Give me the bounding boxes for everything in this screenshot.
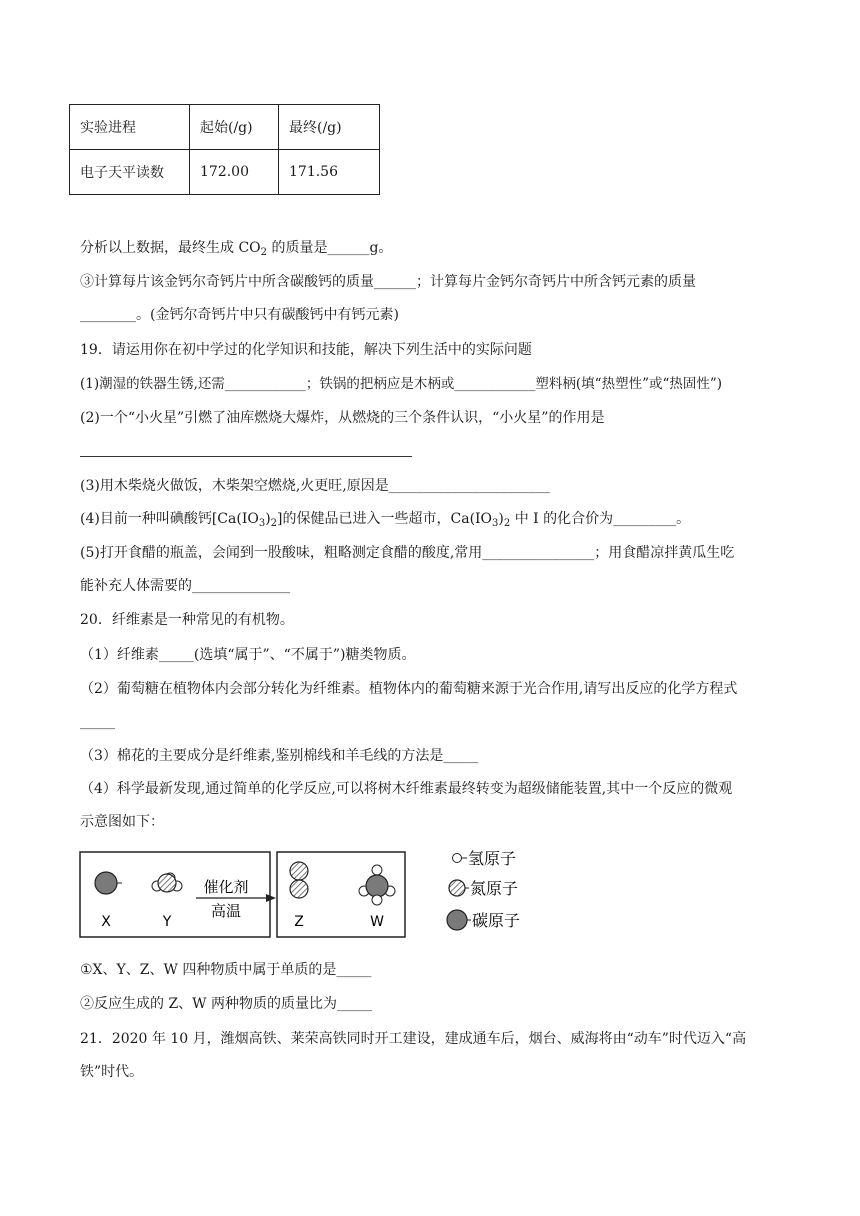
hydrogen-legend-icon	[453, 854, 462, 863]
question-19-part-5: (5)打开食醋的瓶盖，会闻到一股酸味，粗略测定食醋的酸度,常用________________；用食醋凉拌黄瓜生吃	[80, 545, 735, 561]
molecule-z	[290, 862, 308, 898]
question-19-title: 19．请运用你在初中学过的化学知识和技能，解决下列生活中的实际问题	[80, 342, 532, 358]
subscript: 2	[260, 247, 268, 258]
analysis-line	[80, 238, 392, 258]
label-w: W	[370, 914, 384, 930]
table-cell: 171.56	[279, 150, 380, 195]
question-20-part-4-cont: 示意图如下：	[80, 814, 164, 830]
carbon-legend-icon	[447, 910, 467, 930]
subscript: 3	[258, 518, 266, 529]
reaction-diagram	[70, 842, 540, 947]
subscript: 2	[270, 518, 278, 529]
table-header-cell: 起始(/g)	[190, 105, 279, 150]
arrow-top-label: 催化剂	[203, 878, 249, 896]
legend-hydrogen: 氢原子	[468, 849, 517, 868]
nitrogen-legend-icon	[449, 880, 465, 896]
question-20-title: 20．纤维素是一种常见的有机物。	[80, 612, 294, 628]
subscript: 3	[492, 518, 499, 529]
molecule-w	[359, 865, 395, 905]
text-span: )	[265, 511, 271, 527]
table-cell: 电子天平读数	[70, 150, 190, 195]
table-header-cell: 最终(/g)	[279, 105, 380, 150]
arrow-bottom-label: 高温	[210, 902, 242, 920]
text-span: 中 I 的化合价为_________。	[510, 511, 691, 527]
question-19-part-4	[80, 509, 690, 529]
text-span: 分析以上数据，最终生成 CO	[80, 240, 261, 256]
question-19-part-5-cont: 能补充人体需要的______________	[80, 578, 290, 594]
question-line: ________。(金钙尔奇钙片中只有碳酸钙中有钙元素)	[80, 307, 399, 323]
table-header-cell: 实验进程	[70, 105, 190, 150]
legend-carbon: 碳原子	[472, 911, 521, 930]
legend	[447, 849, 520, 930]
subscript: 2	[503, 518, 511, 529]
text-span: 的质量是______g。	[267, 240, 393, 256]
question-20-sub-a: ①X、Y、Z、W 四种物质中属于单质的是_____	[80, 962, 372, 978]
question-20-part-1: （1）纤维素_____(选填“属于”、“不属于”)糖类物质。	[80, 647, 416, 663]
question-20-part-3: （3）棉花的主要成分是纤维素,鉴别棉线和羊毛线的方法是_____	[80, 748, 479, 764]
label-y: Y	[162, 914, 172, 930]
question-21-cont: 铁”时代。	[80, 1064, 144, 1080]
table-header-row	[70, 105, 380, 150]
answer-blank-line	[80, 456, 412, 457]
question-20-part-2: （2）葡萄糖在植物体内会部分转化为纤维素。植物体内的葡萄糖来源于光合作用,请写出反应的化学方程式	[80, 681, 738, 697]
legend-nitrogen: 氮原子	[470, 879, 519, 898]
molecule-y	[152, 873, 182, 892]
text-span: (4)目前一种叫碘酸钙[Ca(IO	[80, 511, 259, 527]
question-19-part-1: (1)潮湿的铁器生锈,还需____________；铁锅的把柄应是木柄或____________塑料柄(填“热塑性”或“热固性”)	[80, 376, 723, 392]
text-span: ]的保健品已进入一些超市，Ca(IO	[277, 511, 493, 527]
question-20-part-4: （4）科学最新发现,通过简单的化学反应,可以将树木纤维素最终转变为超级储能装置,其中一个反应的微观	[80, 781, 733, 797]
question-20-part-2-blank: _____	[80, 714, 115, 730]
table-row	[70, 150, 380, 195]
label-x: X	[101, 914, 111, 930]
carbon-atom-x	[95, 872, 117, 894]
question-line: ③计算每片该金钙尔奇钙片中所含碳酸钙的质量______；计算每片金钙尔奇钙片中所含钙元素的质量	[80, 274, 696, 290]
table-cell: 172.00	[190, 150, 279, 195]
question-19-part-2: (2)一个“小火星”引燃了油库燃烧大爆炸，从燃烧的三个条件认识，“小火星”的作用是	[80, 410, 605, 426]
label-z: Z	[294, 914, 304, 930]
question-20-sub-b: ②反应生成的 Z、W 两种物质的质量比为_____	[80, 996, 373, 1012]
experiment-table	[69, 104, 380, 195]
text-span: )	[498, 511, 504, 527]
question-19-part-3: (3)用木柴烧火做饭，木柴架空燃烧,火更旺,原因是_______________________	[80, 478, 550, 494]
arrow-head	[266, 894, 276, 902]
question-21-title: 21．2020 年 10 月，潍烟高铁、莱荣高铁同时开工建设，建成通车后，烟台、威海将由“动车”时代迈入“高	[80, 1031, 747, 1047]
